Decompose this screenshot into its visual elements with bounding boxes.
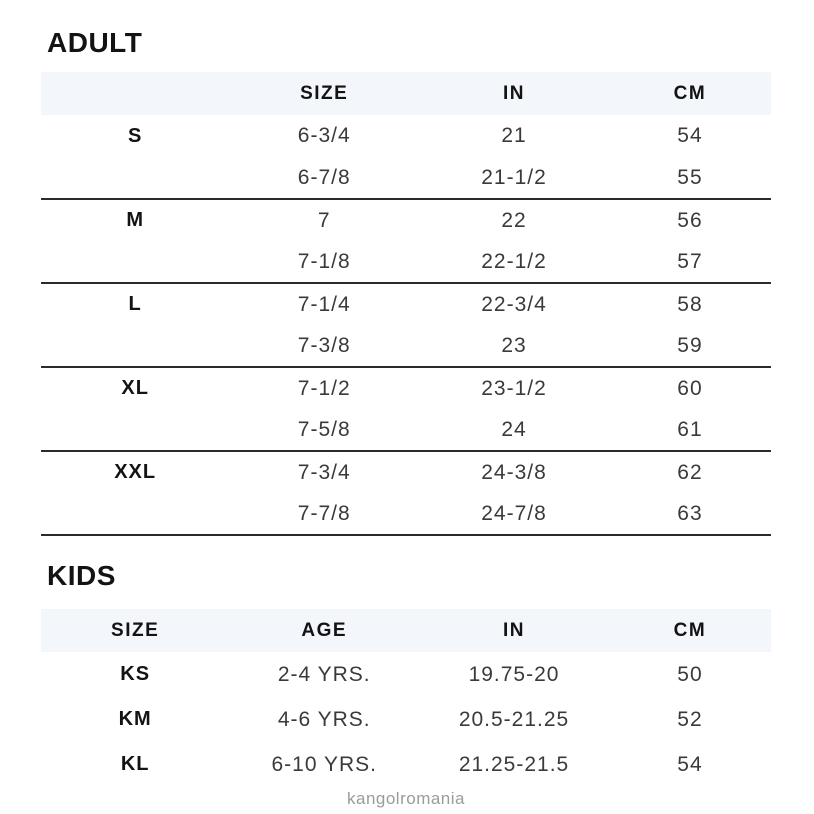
hat-size-cell: 7-1/4: [297, 292, 351, 316]
size-label-cell: [41, 325, 229, 367]
table-row: [41, 409, 771, 451]
kids-header-cm: CM: [609, 609, 771, 652]
age-cell: 4-6 YRS.: [277, 707, 371, 731]
cm-cell: 52: [677, 707, 703, 731]
table-row: [41, 451, 771, 493]
inches-cell: 21: [501, 124, 527, 147]
cm-cell: 58: [677, 292, 703, 316]
cm-cell: 59: [609, 325, 771, 367]
adult-size-table: [41, 72, 771, 536]
size-label-cell: [41, 493, 229, 535]
kids-header-size: SIZE: [41, 609, 229, 652]
kids-section: [41, 561, 771, 787]
table-row: [41, 157, 771, 199]
size-label-cell: S: [127, 124, 143, 147]
inches-cell: 21-1/2: [419, 157, 609, 199]
cm-cell: 63: [609, 493, 771, 535]
cm-cell: 56: [677, 208, 703, 232]
inches-cell: 22-1/2: [419, 241, 609, 283]
size-label-cell: L: [128, 293, 142, 315]
inches-cell: 23-1/2: [481, 376, 547, 400]
hat-size-cell: 6-7/8: [229, 157, 419, 199]
table-row: [41, 115, 771, 157]
adult-section: [41, 28, 771, 536]
table-row: [41, 241, 771, 283]
hat-size-cell: 7-7/8: [229, 493, 419, 535]
size-label-cell: M: [126, 209, 144, 231]
inches-cell: 24-7/8: [419, 493, 609, 535]
size-label-cell: XXL: [114, 461, 157, 483]
kids-heading: KIDS: [47, 560, 116, 591]
size-label-cell: KS: [120, 663, 151, 685]
table-row: [41, 283, 771, 325]
inches-cell: 24-3/8: [481, 460, 547, 484]
adult-heading: ADULT: [47, 27, 143, 58]
age-cell: 2-4 YRS.: [277, 662, 371, 686]
inches-cell: 19.75-20: [468, 662, 560, 686]
table-row: [41, 493, 771, 535]
inches-cell: 22: [501, 208, 527, 232]
adult-header-size: SIZE: [229, 72, 419, 115]
table-row: [41, 697, 771, 742]
size-label-cell: KL: [120, 753, 150, 775]
adult-header-cm: CM: [609, 72, 771, 115]
hat-size-cell: 7: [317, 208, 331, 232]
cm-cell: 54: [677, 124, 703, 147]
hat-size-cell: 7-3/8: [229, 325, 419, 367]
hat-size-cell: 7-1/2: [297, 376, 351, 400]
kids-header-in: IN: [419, 609, 609, 652]
size-label-cell: [41, 409, 229, 451]
adult-header-row: [41, 72, 771, 115]
cm-cell: 50: [677, 662, 703, 686]
cm-cell: 55: [609, 157, 771, 199]
cm-cell: 54: [677, 752, 703, 776]
size-label-cell: [41, 241, 229, 283]
kids-header-age: AGE: [229, 609, 419, 652]
watermark-text: kangolromania: [346, 789, 465, 808]
table-row: [41, 367, 771, 409]
adult-header-in: IN: [419, 72, 609, 115]
kids-size-table: [41, 609, 771, 787]
table-row: [41, 325, 771, 367]
kids-header-row: [41, 609, 771, 652]
hat-size-cell: 6-3/4: [297, 124, 351, 147]
cm-cell: 57: [609, 241, 771, 283]
size-label-cell: KM: [118, 708, 152, 730]
age-cell: 6-10 YRS.: [271, 752, 377, 776]
cm-cell: 60: [677, 376, 703, 400]
inches-cell: 20.5-21.25: [458, 707, 570, 731]
size-label-cell: XL: [121, 377, 149, 399]
table-row: [41, 652, 771, 697]
adult-header-blank: [41, 72, 229, 115]
inches-cell: 21.25-21.5: [458, 752, 570, 776]
hat-size-cell: 7-3/4: [297, 460, 351, 484]
cm-cell: 61: [609, 409, 771, 451]
inches-cell: 23: [419, 325, 609, 367]
hat-size-cell: 7-1/8: [229, 241, 419, 283]
table-row: [41, 742, 771, 787]
cm-cell: 62: [677, 460, 703, 484]
inches-cell: 24: [419, 409, 609, 451]
size-label-cell: [41, 157, 229, 199]
hat-size-cell: 7-5/8: [229, 409, 419, 451]
table-row: [41, 199, 771, 241]
inches-cell: 22-3/4: [481, 292, 547, 316]
